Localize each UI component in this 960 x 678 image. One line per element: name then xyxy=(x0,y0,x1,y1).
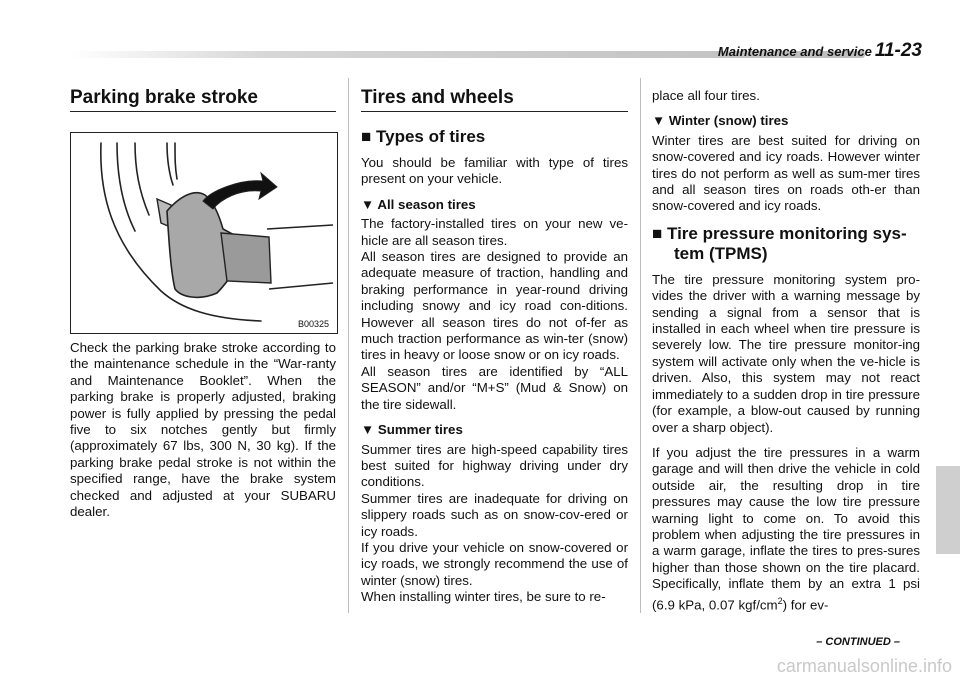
heading-rule xyxy=(361,111,628,112)
continued-footer: – CONTINUED – xyxy=(816,636,900,648)
summer-text-1: Summer tires are high-speed capability tires best suited for highway driving under dry conditions. xyxy=(361,441,628,490)
figure-code: B00325 xyxy=(297,319,329,329)
column-divider-right xyxy=(640,78,641,613)
heading-tires-wheels: Tires and wheels xyxy=(361,87,514,108)
parking-brake-text: Check the parking brake stroke according to the maintenance schedule in the “War-ranty and Maintenance Booklet”. When the parking brake is properly adjusted, braking power is fully applied by pressing the pedal five to six notches gently but firmly (approximately 67 lbs, 300 N, 30 kg). If the parking brake pedal stroke is not within the specified range, have the brake system checked and adjusted at your SUBARU dealer. xyxy=(70,340,336,520)
types-of-tires-heading: ■ Types of tires xyxy=(361,127,486,146)
page-header xyxy=(718,40,922,62)
heading-parking-brake: Parking brake stroke xyxy=(70,87,258,108)
tpms-heading-line2: tem (TPMS) xyxy=(674,243,768,263)
parking-brake-figure xyxy=(70,132,338,334)
winter-heading: ▼ Winter (snow) tires xyxy=(652,113,789,129)
tpms-heading-line1: ■ Tire pressure monitoring sys- xyxy=(652,223,907,243)
column-divider-left xyxy=(348,78,349,613)
adjust-text-main: If you adjust the tire pressures in a warm garage and will then drive the vehicle in cold outside air, the resulting drop in tire pressures may cause the low tire pressure warning light to come on. To avoid this problem when adjusting the tire pressures in a warm garage, inflate the tires to pres-sures higher than those shown on the tire placard. Specifically, inflate them by an extra 1 psi (6.9 kPa, 0.07 kgf/cm xyxy=(652,444,920,612)
col1-body xyxy=(70,340,336,529)
winter-text: Winter tires are best suited for driving on snow-covered and icy roads. However winter tires do not perform as well as sum-mer tires and all season tires on roads oth-er than snow-covered and icy roads. xyxy=(652,132,920,214)
adjust-text-end: ) for ev- xyxy=(782,596,829,612)
col2-body xyxy=(361,123,628,606)
summer-text-4: When installing winter tires, be sure to re- xyxy=(361,589,606,605)
adjust-text xyxy=(652,445,920,613)
superscript-two: 2 xyxy=(777,595,783,606)
all-season-heading: ▼ All season tires xyxy=(361,196,476,212)
summer-text-3: If you drive your vehicle on snow-covered or icy roads, we strongly recommend the use of winter (snow) tires. xyxy=(361,539,628,588)
page-number: 11-23 xyxy=(874,40,922,61)
heading-rule xyxy=(70,111,336,112)
tpms-text: The tire pressure monitoring system pro-vides the driver with a warning message by sending a signal from a sensor that is installed in each wheel when tire pressure is severely low. The tire pressure monitor-ing system will activate only when the ve-hicle is driven. Also, this system may not react immediately to a sudden drop in tire pressure (for example, a blow-out caused by running over a sharp object). xyxy=(652,271,920,435)
continued-text: place all four tires. xyxy=(652,88,760,103)
foot-pedal-illustration xyxy=(71,133,337,333)
summer-heading: ▼ Summer tires xyxy=(361,422,463,438)
summer-text-2: Summer tires are inadequate for driving on slippery roads such as on snow-cov-ered or icy roads. xyxy=(361,490,628,539)
section-title: Maintenance and service xyxy=(717,44,872,59)
tpms-heading xyxy=(652,224,920,264)
types-intro: You should be familiar with type of tires present on your vehicle. xyxy=(361,155,628,187)
watermark: carmanualsonline.info xyxy=(776,656,952,676)
all-season-text-1: The factory-installed tires on your new ve-hicle are all season tires. xyxy=(361,216,628,248)
section-tab xyxy=(936,466,960,554)
all-season-text-2: All season tires are designed to provide an adequate measure of traction, handling and braking performance in year-round driving including snowy and icy road con-ditions. However all season tires do not of-fer as much traction performance as win-ter (snow) tires in heavy or loose snow or on icy roads. xyxy=(361,249,628,363)
all-season-text-3: All season tires are identified by “ALL SEASON” and/or “M+S” (Mud & Snow) on the tire sidewall. xyxy=(361,363,628,412)
col3-body xyxy=(652,88,920,622)
